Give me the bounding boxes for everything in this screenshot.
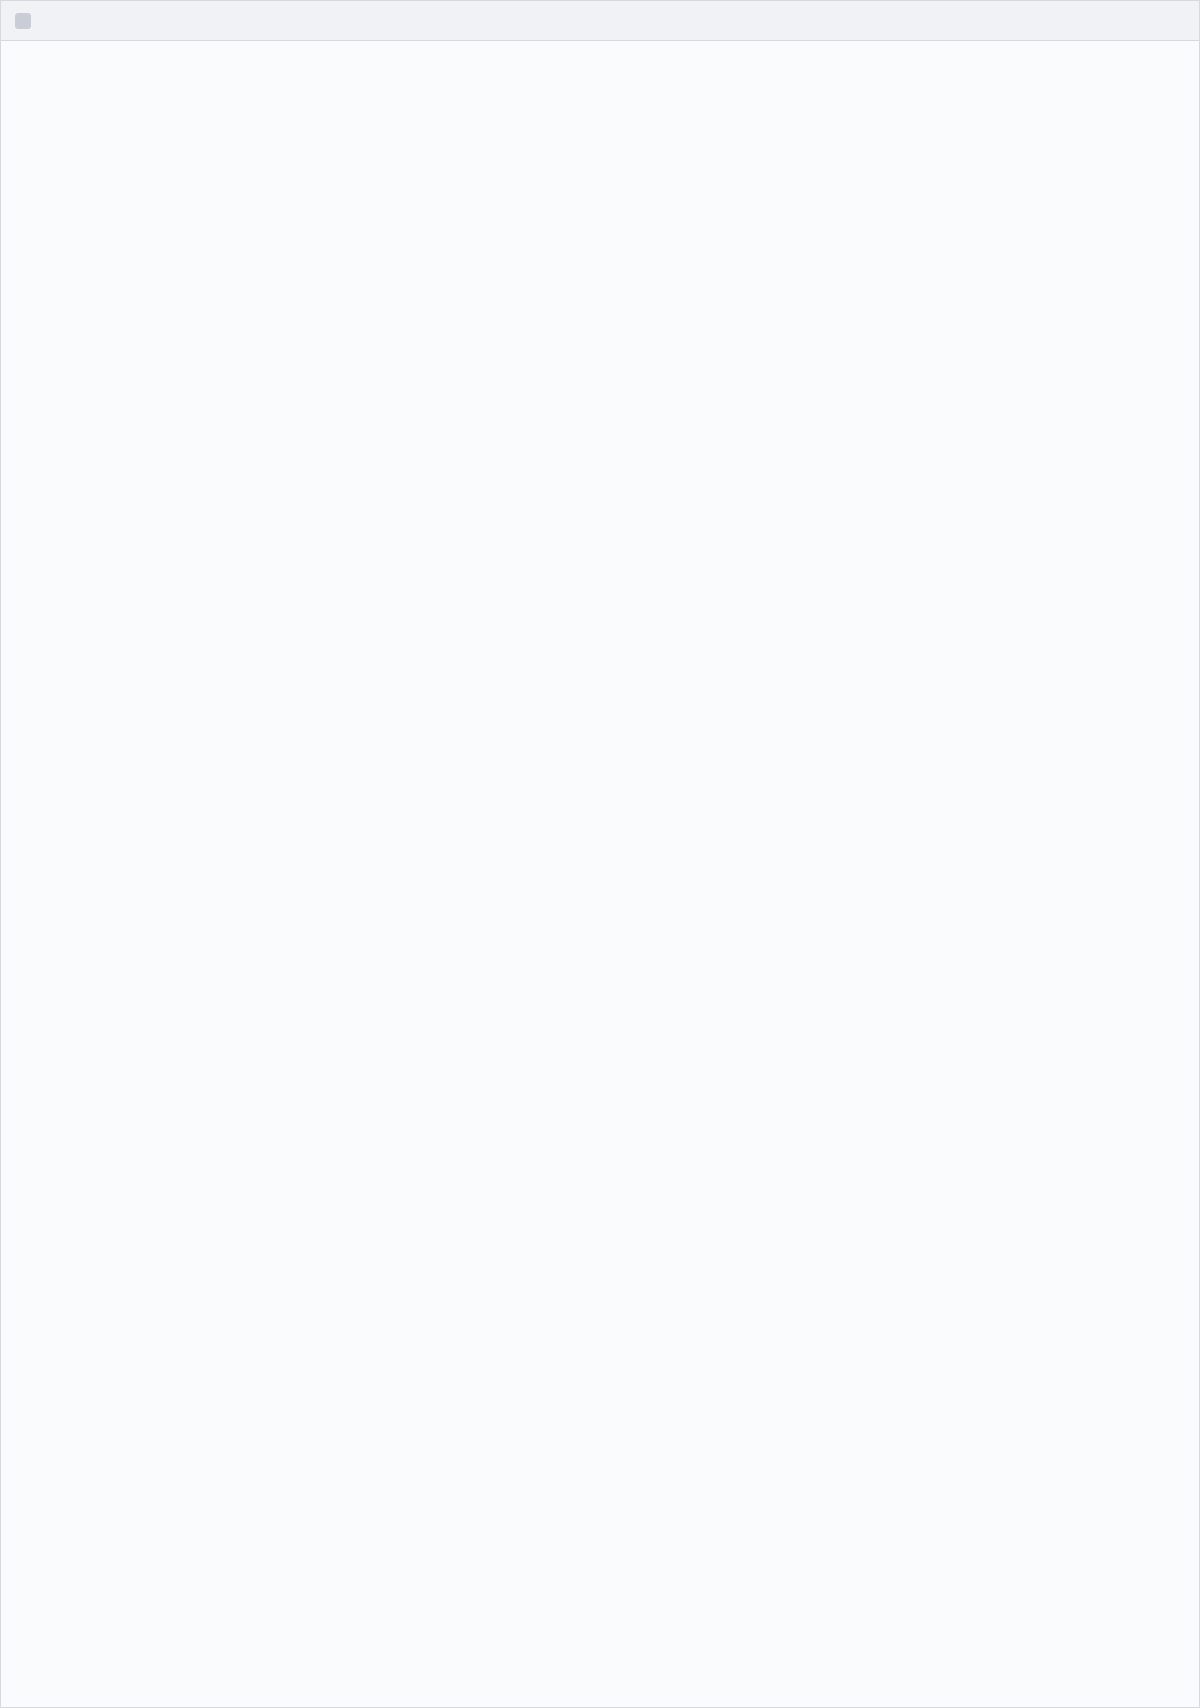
- title-bar: [1, 1, 1199, 41]
- main-content: [1, 41, 1199, 1707]
- app-icon: [15, 13, 31, 29]
